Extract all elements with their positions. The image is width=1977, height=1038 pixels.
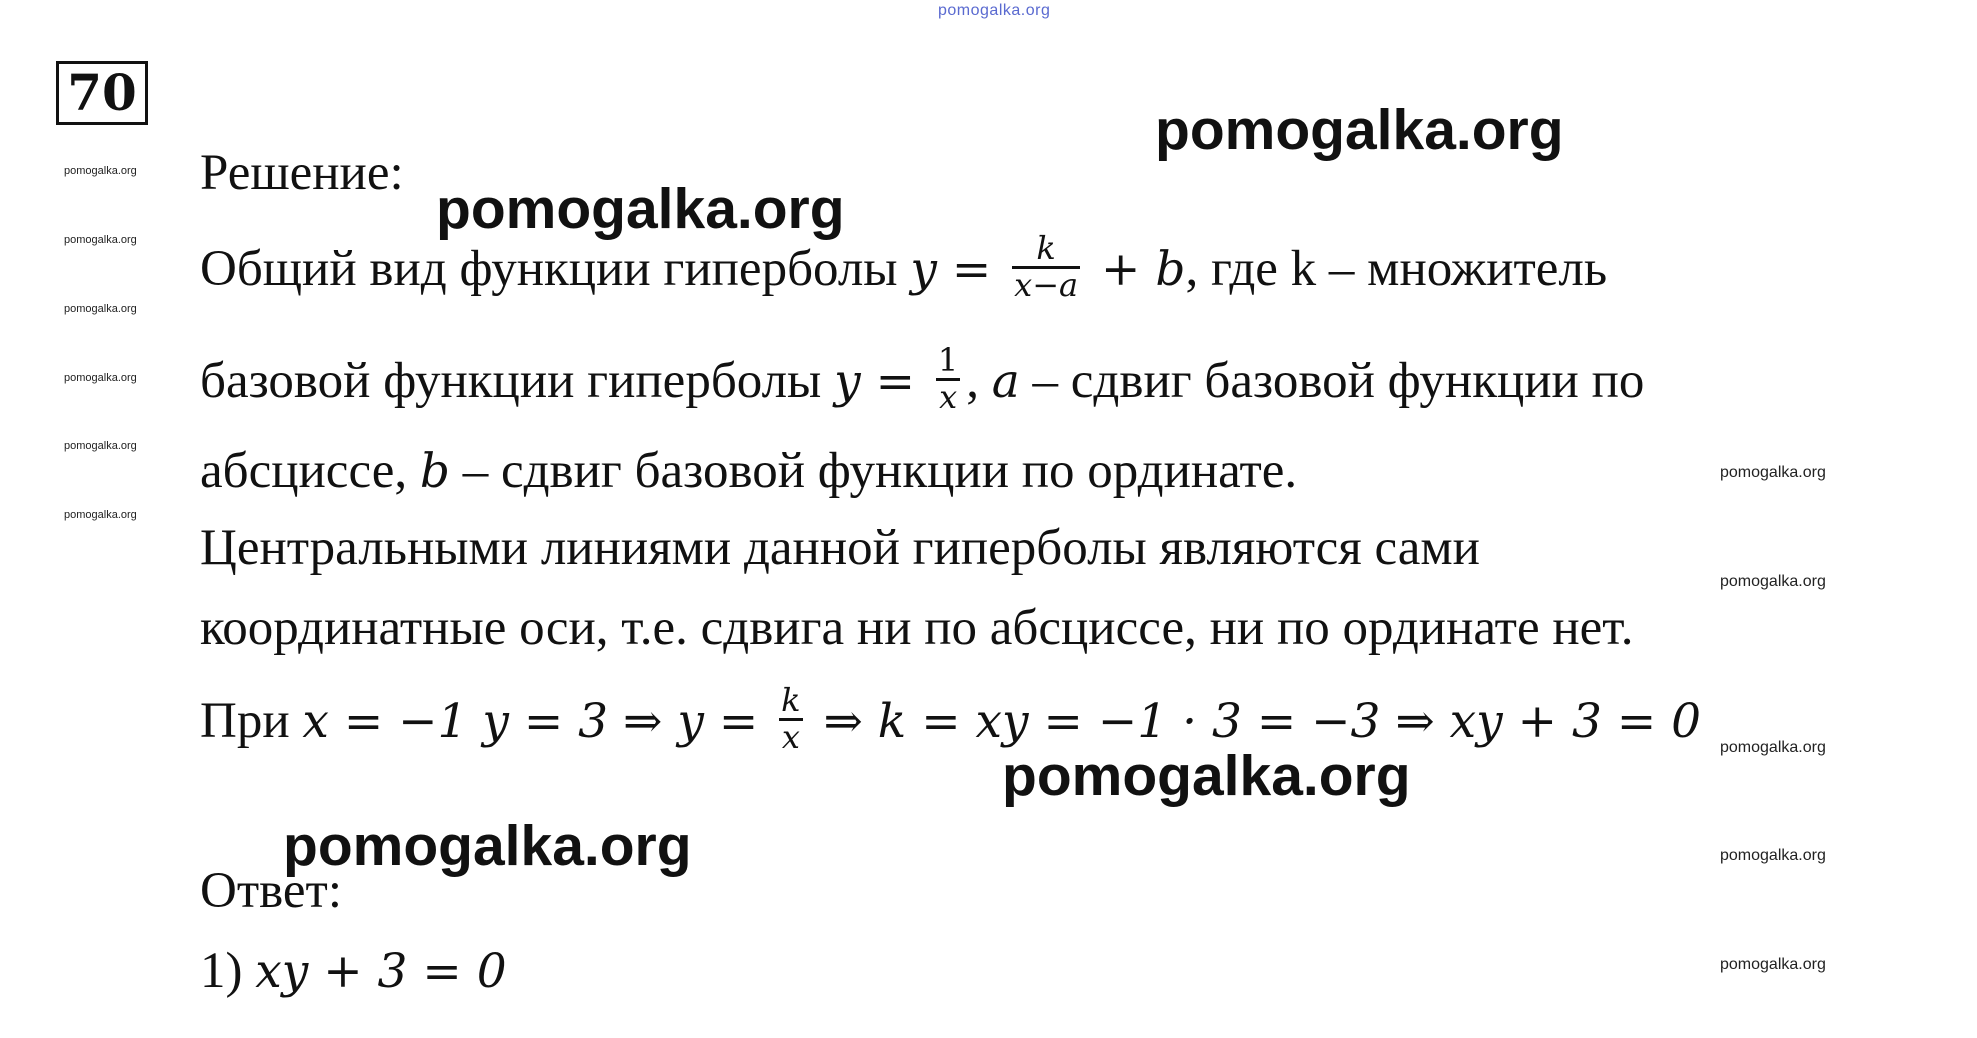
watermark-small: pomogalka.org bbox=[64, 165, 137, 177]
paragraph-calculation bbox=[200, 681, 1702, 760]
text: Общий вид функции гиперболы bbox=[200, 240, 911, 297]
paragraph-axes: координатные оси, т.е. сдвига ни по абсциссе, ни по ординате нет. bbox=[200, 600, 1634, 656]
paragraph-central-lines: Центральными линиями данной гиперболы являются сами bbox=[200, 520, 1480, 576]
watermark-small: pomogalka.org bbox=[64, 372, 137, 384]
watermark-small: pomogalka.org bbox=[64, 509, 137, 521]
watermark-small: pomogalka.org bbox=[1720, 573, 1826, 590]
fraction bbox=[936, 341, 960, 416]
fraction bbox=[1012, 229, 1080, 304]
text: базовой функции гиперболы bbox=[200, 352, 835, 409]
answer-expr: xy + 3 = 0 bbox=[255, 944, 507, 999]
fraction bbox=[779, 681, 802, 756]
watermark-small: pomogalka.org bbox=[64, 440, 137, 452]
watermark-big: pomogalka.org bbox=[1155, 98, 1564, 162]
fraction-numerator: k bbox=[1036, 229, 1056, 267]
watermark-small: pomogalka.org bbox=[1720, 464, 1826, 481]
text: – сдвиг базовой функции по bbox=[1019, 352, 1645, 409]
solution-heading: Решение: bbox=[200, 145, 404, 201]
math-var: a bbox=[991, 353, 1020, 409]
fraction-denominator: x−a bbox=[1014, 265, 1079, 304]
math-var: y bbox=[834, 353, 861, 409]
watermark-small: pomogalka.org bbox=[1720, 847, 1826, 864]
watermark-small: pomogalka.org bbox=[1720, 956, 1826, 973]
answer-line bbox=[200, 943, 507, 999]
answer-heading: Ответ: bbox=[200, 863, 342, 919]
fraction-denominator: x bbox=[779, 718, 802, 755]
math-op: = bbox=[860, 353, 930, 409]
fraction-numerator: k bbox=[781, 681, 801, 719]
watermark-big: pomogalka.org bbox=[1002, 744, 1411, 808]
math-op: = bbox=[936, 241, 1007, 297]
top-watermark: pomogalka.org bbox=[938, 2, 1051, 19]
fraction-numerator: 1 bbox=[937, 341, 959, 379]
watermark-big: pomogalka.org bbox=[283, 814, 692, 878]
fraction-denominator: x bbox=[936, 378, 960, 415]
text: При bbox=[200, 692, 303, 749]
text: , где k – множитель bbox=[1185, 240, 1608, 297]
math-var: b bbox=[1155, 241, 1186, 297]
math-var: y bbox=[910, 241, 937, 297]
watermark-small: pomogalka.org bbox=[64, 303, 137, 315]
text: – сдвиг базовой функции по ординате. bbox=[449, 443, 1298, 499]
paragraph-general-form bbox=[200, 229, 1608, 308]
watermark-small: pomogalka.org bbox=[1720, 739, 1826, 756]
paragraph-shift bbox=[200, 443, 1298, 499]
answer-label: 1) bbox=[200, 943, 256, 999]
paragraph-base-function bbox=[200, 341, 1645, 420]
text: абсциссе, bbox=[200, 443, 420, 499]
math-op: + bbox=[1086, 241, 1156, 297]
watermark-small: pomogalka.org bbox=[64, 234, 137, 246]
math-expr: x = −1 y = 3 ⇒ y = bbox=[302, 693, 774, 749]
problem-number: 70 bbox=[56, 61, 148, 125]
text: , bbox=[966, 352, 992, 409]
math-expr: ⇒ k = xy = −1 · 3 = −3 ⇒ xy + 3 = 0 bbox=[808, 693, 1702, 749]
watermark-big: pomogalka.org bbox=[436, 177, 845, 241]
math-var: b bbox=[419, 444, 450, 499]
